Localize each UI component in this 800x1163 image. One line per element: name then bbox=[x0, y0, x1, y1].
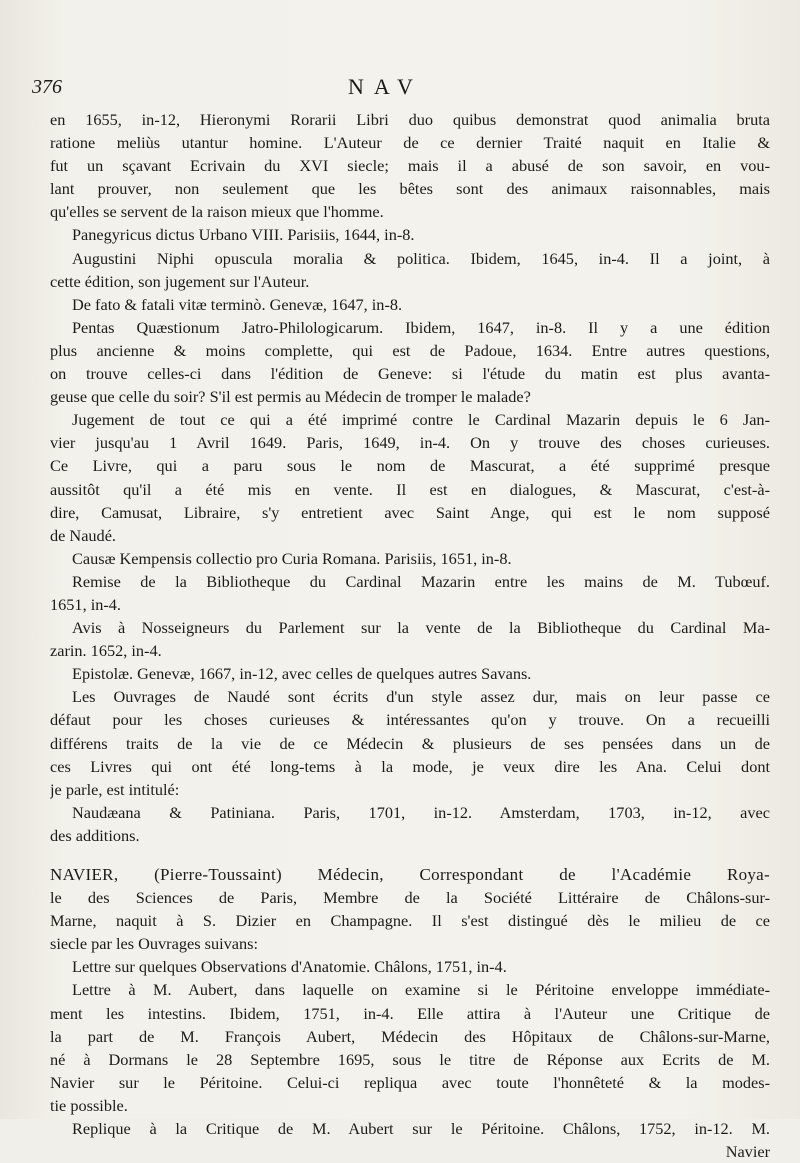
text-line: Lettre à M. Aubert, dans laquelle on examine si le Péritoine enveloppe immédiate- bbox=[72, 980, 770, 1000]
text-line: différens traits de la vie de ce Médecin & plusieurs de ses pensées dans un de bbox=[50, 733, 770, 753]
text-line: Causæ Kempensis collectio pro Curia Romana. Parisiis, 1651, in-8. bbox=[72, 548, 512, 568]
text-line: Avis à Nosseigneurs du Parlement sur la vente de la Bibliotheque du Cardinal Ma- bbox=[72, 618, 770, 638]
section-gap bbox=[50, 847, 770, 863]
text-line: je parle, est intitulé: bbox=[50, 779, 180, 799]
text-line: qu'elles se servent de la raison mieux que l'homme. bbox=[50, 202, 384, 222]
running-head: NAV bbox=[348, 74, 423, 99]
text-line: Naudæana & Patiniana. Paris, 1701, in-12. Amsterdam, 1703, in-12, avec bbox=[72, 802, 770, 822]
text-line: des additions. bbox=[50, 825, 140, 845]
text-line: tie possible. bbox=[50, 1095, 128, 1115]
text-line: zarin. 1652, in-4. bbox=[50, 641, 162, 661]
text-line: la part de M. François Aubert, Médecin des Hôpitaux de Châlons-sur-Marne, bbox=[50, 1026, 770, 1046]
text-line: Replique à la Critique de M. Aubert sur le Péritoine. Châlons, 1752, in-12. M. bbox=[72, 1119, 770, 1139]
text-line: lant prouver, non seulement que les bêtes sont des animaux raisonnables, mais bbox=[50, 179, 770, 199]
text-line: Les Ouvrages de Naudé sont écrits d'un style assez dur, mais on leur passe ce bbox=[72, 687, 770, 707]
text-line: Augustini Niphi opuscula moralia & politica. Ibidem, 1645, in-4. Il a joint, à bbox=[72, 248, 770, 268]
text-line: Navier sur le Péritoine. Celui-ci repliqua avec toute l'honnêteté & la modes- bbox=[50, 1072, 770, 1092]
page-header bbox=[32, 74, 770, 108]
text-line: vier jusqu'au 1 Avril 1649. Paris, 1649, in-4. On y trouve des choses curieuses. bbox=[50, 433, 770, 453]
text-line: défaut pour les choses curieuses & intéressantes qu'on y trouve. On a recueilli bbox=[50, 710, 770, 730]
text-line: geuse que celle du soir? S'il est permis au Médecin de tromper le malade? bbox=[50, 387, 531, 407]
text-line: De fato & fatali vitæ terminò. Genevæ, 1647, in-8. bbox=[72, 294, 403, 314]
body-text bbox=[50, 108, 770, 1163]
text-line: Jugement de tout ce qui a été imprimé contre le Cardinal Mazarin depuis le 6 Jan- bbox=[72, 410, 770, 430]
page-number: 376 bbox=[32, 76, 62, 98]
text-line: plus ancienne & moins complette, qui est de Padoue, 1634. Entre autres questions, bbox=[50, 340, 770, 360]
text-line: Epistolæ. Genevæ, 1667, in-12, avec celles de quelques autres Savans. bbox=[72, 664, 532, 684]
text-line: NAVIER, (Pierre-Toussaint) Médecin, Correspondant de l'Académie Roya- bbox=[50, 865, 770, 884]
text-line: né à Dormans le 28 Septembre 1695, sous le titre de Réponse aux Ecrits de M. bbox=[50, 1049, 770, 1069]
text-line: ment les intestins. Ibidem, 1751, in-4. Elle attira à l'Auteur une Critique de bbox=[50, 1003, 770, 1023]
text-line: 1651, in-4. bbox=[50, 594, 121, 614]
text-line: Ce Livre, qui a paru sous le nom de Mascurat, a été supprimé presque bbox=[50, 456, 770, 476]
text-line: Panegyricus dictus Urbano VIII. Parisiis, 1644, in-8. bbox=[72, 225, 415, 245]
text-line: Remise de la Bibliotheque du Cardinal Mazarin entre les mains de M. Tubœuf. bbox=[72, 571, 770, 591]
text-line: Navier bbox=[725, 1142, 770, 1162]
text-line: ces Livres qui ont été long-tems à la mode, je veux dire les Ana. Celui dont bbox=[50, 756, 770, 776]
text-line: fut un sçavant Ecrivain du XVI siecle; mais il a abusé de son savoir, en vou- bbox=[50, 156, 770, 176]
text-line: dire, Camusat, Libraire, s'y entretient avec Saint Ange, qui est le nom supposé bbox=[50, 502, 770, 522]
text-line: de Naudé. bbox=[50, 525, 116, 545]
text-line: siecle par les Ouvrages suivans: bbox=[50, 934, 258, 954]
text-line: en 1655, in-12, Hieronymi Rorarii Libri duo quibus demonstrat quod animalia bruta bbox=[50, 110, 770, 129]
text-line: on trouve celles-ci dans l'édition de Geneve: si l'étude du matin est plus avanta- bbox=[50, 364, 770, 384]
text-line: le des Sciences de Paris, Membre de la Société Littéraire de Châlons-sur- bbox=[50, 888, 770, 908]
text-line: Pentas Quæstionum Jatro-Philologicarum. Ibidem, 1647, in-8. Il y a une édition bbox=[72, 317, 770, 337]
text-line: ratione meliùs utantur homine. L'Auteur de ce dernier Traité naquit en Italie & bbox=[50, 133, 770, 153]
text-line: aussitôt qu'il a été mis en vente. Il est en dialogues, & Mascurat, c'est-à- bbox=[50, 479, 770, 499]
text-line: Lettre sur quelques Observations d'Anatomie. Châlons, 1751, in-4. bbox=[72, 957, 507, 977]
text-line: cette édition, son jugement sur l'Auteur. bbox=[50, 271, 310, 291]
text-line: Marne, naquit à S. Dizier en Champagne. Il s'est distingué dès le milieu de ce bbox=[50, 911, 770, 931]
